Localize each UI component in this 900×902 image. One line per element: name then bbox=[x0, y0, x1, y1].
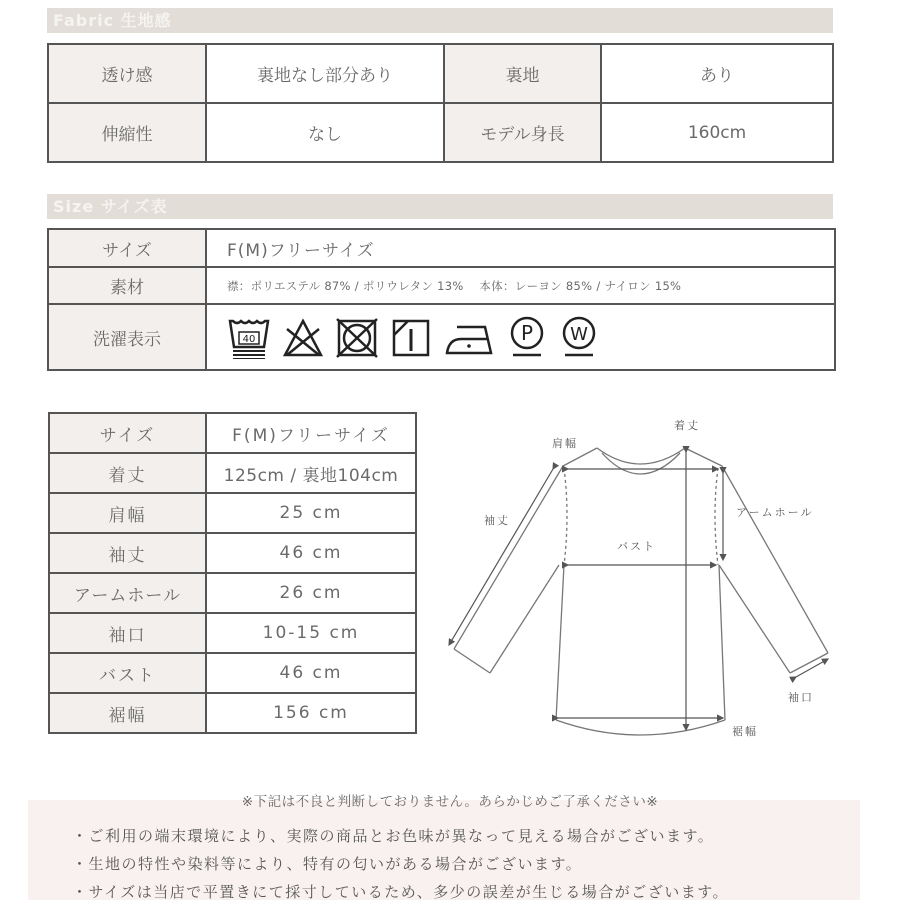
measure-value: 26 cm bbox=[206, 573, 416, 613]
measure-label: バスト bbox=[49, 653, 206, 693]
fabric-value-sheerness: 裏地なし部分あり bbox=[206, 44, 444, 103]
notice-title: ※下記は不良と判断しておりません。あらかじめご了承ください※ bbox=[241, 794, 659, 810]
wet-clean-w-icon bbox=[559, 315, 599, 359]
garment-diagram bbox=[440, 405, 860, 755]
table-row bbox=[49, 453, 416, 493]
diagram-label-cuff: 袖口 bbox=[788, 691, 814, 704]
measurement-table bbox=[48, 412, 417, 734]
drip-dry-shade-icon bbox=[391, 315, 431, 359]
diagram-label-bust: バスト bbox=[617, 540, 656, 553]
iron-low-icon bbox=[443, 315, 495, 359]
material-label: 素材 bbox=[48, 267, 206, 304]
care-label: 洗濯表示 bbox=[48, 304, 206, 370]
table-row bbox=[48, 44, 833, 103]
care-icons-cell bbox=[206, 304, 835, 370]
care-icons bbox=[227, 315, 834, 359]
fabric-table bbox=[47, 43, 834, 163]
svg-text:W: W bbox=[570, 324, 588, 345]
diagram-label-length: 着丈 bbox=[674, 419, 700, 432]
fabric-label-sheerness: 透け感 bbox=[48, 44, 206, 103]
svg-text:P: P bbox=[520, 321, 534, 345]
fabric-label-stretch: 伸縮性 bbox=[48, 103, 206, 162]
table-row bbox=[49, 613, 416, 653]
dry-clean-p-icon bbox=[507, 315, 547, 359]
table-row bbox=[49, 573, 416, 613]
diagram-label-shoulder: 肩幅 bbox=[552, 437, 578, 450]
table-row bbox=[49, 653, 416, 693]
measure-value: 10-15 cm bbox=[206, 613, 416, 653]
diagram-label-armhole: アームホール bbox=[736, 506, 814, 519]
notice-line: ・ご利用の端末環境により、実際の商品とお色味が異なって見える場合がございます。 bbox=[72, 827, 715, 845]
fabric-value-model-height: 160cm bbox=[601, 103, 833, 162]
diagram-label-sleeve: 袖丈 bbox=[484, 514, 510, 527]
wash-40-icon bbox=[227, 315, 271, 359]
measure-label: 裾幅 bbox=[49, 693, 206, 733]
table-row bbox=[49, 413, 416, 453]
fabric-value-lining: あり bbox=[601, 44, 833, 103]
size-info-table bbox=[47, 228, 836, 371]
measure-value: F(M)フリーサイズ bbox=[206, 413, 416, 453]
table-row bbox=[48, 103, 833, 162]
table-row bbox=[48, 304, 835, 370]
notice-line: ・サイズは当店で平置きにて採寸しているため、多少の誤差が生じる場合がございます。 bbox=[72, 883, 730, 901]
measure-label: 肩幅 bbox=[49, 493, 206, 533]
material-value: 襟：ポリエステル 87% / ポリウレタン 13% 本体：レーヨン 85% / ナイロン 15% bbox=[206, 267, 835, 304]
measure-label: アームホール bbox=[49, 573, 206, 613]
measure-label: サイズ bbox=[49, 413, 206, 453]
measure-label: 袖口 bbox=[49, 613, 206, 653]
notice-line: ・生地の特性や染料等により、特有の匂いがある場合がございます。 bbox=[72, 855, 583, 873]
svg-text:40: 40 bbox=[242, 334, 256, 345]
size-section-title: Size サイズ表 bbox=[47, 194, 833, 219]
size-label: サイズ bbox=[48, 229, 206, 267]
measure-value: 156 cm bbox=[206, 693, 416, 733]
fabric-label-model-height: モデル身長 bbox=[444, 103, 601, 162]
measure-value: 25 cm bbox=[206, 493, 416, 533]
no-bleach-icon bbox=[283, 315, 323, 359]
measure-value: 125cm / 裏地104cm bbox=[206, 453, 416, 493]
fabric-label-lining: 裏地 bbox=[444, 44, 601, 103]
table-row bbox=[48, 267, 835, 304]
table-row bbox=[49, 693, 416, 733]
measure-value: 46 cm bbox=[206, 533, 416, 573]
fabric-value-stretch: なし bbox=[206, 103, 444, 162]
measure-label: 袖丈 bbox=[49, 533, 206, 573]
measure-value: 46 cm bbox=[206, 653, 416, 693]
table-row bbox=[49, 493, 416, 533]
diagram-label-hem: 裾幅 bbox=[732, 725, 758, 738]
size-value: F(M)フリーサイズ bbox=[206, 229, 835, 267]
fabric-section-title: Fabric 生地感 bbox=[47, 8, 833, 33]
measure-label: 着丈 bbox=[49, 453, 206, 493]
no-tumble-dry-icon bbox=[335, 315, 379, 359]
table-row bbox=[49, 533, 416, 573]
table-row bbox=[48, 229, 835, 267]
